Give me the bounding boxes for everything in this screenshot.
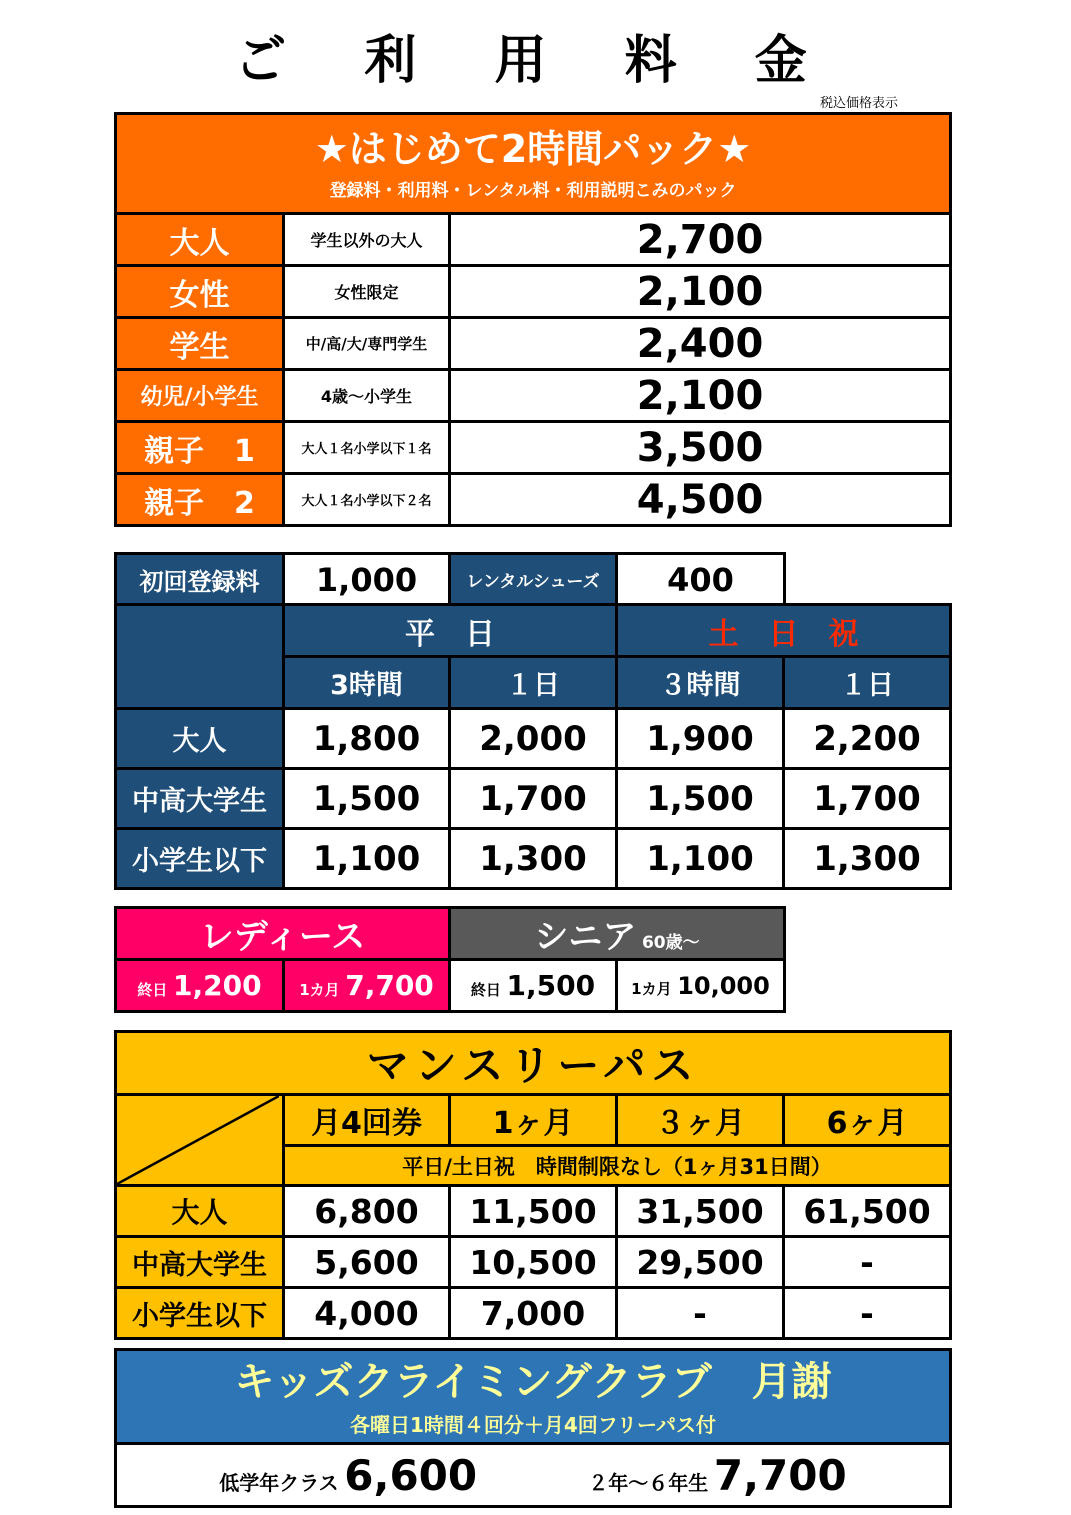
monthly-cell: - bbox=[784, 1288, 951, 1339]
usage-row-label: 中高大学生 bbox=[116, 769, 284, 829]
ladies-day-label: 終日 bbox=[137, 981, 168, 999]
usage-cell: 1,700 bbox=[784, 769, 951, 829]
ladies-heading: レディース bbox=[116, 908, 450, 960]
monthly-cell: 31,500 bbox=[617, 1186, 784, 1237]
high-grade-label: ２年～６年生 bbox=[588, 1470, 709, 1495]
pack-row-desc: 4歳～小学生 bbox=[284, 370, 450, 422]
monthly-cell: 7,000 bbox=[450, 1288, 617, 1339]
senior-day bbox=[450, 960, 617, 1012]
usage-corner bbox=[116, 605, 284, 709]
first-pack-table bbox=[114, 112, 952, 527]
kids-header bbox=[116, 1350, 951, 1444]
usage-cell: 1,800 bbox=[284, 709, 450, 769]
monthly-col-header: 6ヶ月 bbox=[784, 1095, 951, 1146]
monthly-heading: マンスリーパス bbox=[116, 1032, 951, 1095]
ladies-month bbox=[284, 960, 450, 1012]
senior-age: 60歳～ bbox=[641, 933, 700, 953]
registration-label: 初回登録料 bbox=[116, 554, 284, 606]
pack-row-label: 親子 1 bbox=[116, 422, 284, 474]
tax-note: 税込価格表示 bbox=[820, 96, 899, 111]
usage-table bbox=[114, 603, 952, 890]
pack-row-desc: 大人１名小学以下２名 bbox=[284, 474, 450, 526]
shoes-value: 400 bbox=[617, 554, 785, 606]
usage-cell: 1,300 bbox=[784, 829, 951, 889]
fees-table bbox=[114, 552, 786, 607]
pack-row-label: 幼児/小学生 bbox=[116, 370, 284, 422]
monthly-col-header: 1ヶ月 bbox=[450, 1095, 617, 1146]
senior-heading: シニア bbox=[534, 917, 637, 957]
pack-row-label: 大人 bbox=[116, 214, 284, 266]
monthly-cell: 10,500 bbox=[450, 1237, 617, 1288]
usage-cell: 1,100 bbox=[617, 829, 784, 889]
low-grade-value: 6,600 bbox=[344, 1450, 478, 1500]
senior-month-value: 10,000 bbox=[677, 971, 770, 1000]
usage-cell: 1,500 bbox=[617, 769, 784, 829]
monthly-cell: 4,000 bbox=[284, 1288, 450, 1339]
monthly-cell: 6,800 bbox=[284, 1186, 450, 1237]
pack-row-desc: 中/高/大/専門学生 bbox=[284, 318, 450, 370]
senior-header bbox=[450, 908, 785, 960]
first-pack-header bbox=[116, 114, 951, 214]
monthly-cell: 11,500 bbox=[450, 1186, 617, 1237]
usage-col-header: ３時間 bbox=[617, 657, 784, 709]
pack-row-price: 2,700 bbox=[450, 214, 951, 266]
monthly-col-header: 月4回券 bbox=[284, 1095, 450, 1146]
monthly-cell: 61,500 bbox=[784, 1186, 951, 1237]
usage-row-label: 大人 bbox=[116, 709, 284, 769]
senior-day-value: 1,500 bbox=[506, 969, 596, 1002]
monthly-row-label: 中高大学生 bbox=[116, 1237, 284, 1288]
pack-row-desc: 女性限定 bbox=[284, 266, 450, 318]
monthly-cell: 5,600 bbox=[284, 1237, 450, 1288]
senior-month bbox=[617, 960, 785, 1012]
ladies-senior-table bbox=[114, 906, 786, 1013]
monthly-cell: - bbox=[617, 1288, 784, 1339]
kids-heading: キッズクライミングクラブ 月謝 bbox=[234, 1358, 832, 1405]
monthly-cell: - bbox=[784, 1237, 951, 1288]
usage-cell: 1,300 bbox=[450, 829, 617, 889]
ladies-month-value: 7,700 bbox=[345, 969, 434, 1002]
senior-day-label: 終日 bbox=[470, 981, 501, 999]
monthly-col-header: ３ヶ月 bbox=[617, 1095, 784, 1146]
pack-row-label: 親子 2 bbox=[116, 474, 284, 526]
pack-row-price: 4,500 bbox=[450, 474, 951, 526]
monthly-pass-table bbox=[114, 1030, 952, 1340]
first-pack-subheading: 登録料・利用料・レンタル料・利用説明こみのパック bbox=[329, 180, 737, 201]
kids-subheading: 各曜日1時間４回分＋月4回フリーパス付 bbox=[349, 1412, 717, 1437]
usage-col-header: １日 bbox=[450, 657, 617, 709]
pack-row-price: 2,100 bbox=[450, 370, 951, 422]
kids-prices bbox=[116, 1444, 951, 1507]
usage-cell: 1,100 bbox=[284, 829, 450, 889]
pack-row-desc: 大人１名小学以下１名 bbox=[284, 422, 450, 474]
high-grade-value: 7,700 bbox=[713, 1450, 847, 1500]
first-pack-heading: ★はじめて2時間パック★ bbox=[314, 126, 752, 171]
usage-row-label: 小学生以下 bbox=[116, 829, 284, 889]
pack-row-price: 2,400 bbox=[450, 318, 951, 370]
weekday-header: 平 日 bbox=[284, 605, 617, 657]
ladies-day-value: 1,200 bbox=[173, 969, 262, 1002]
monthly-corner bbox=[116, 1095, 284, 1186]
diagonal-line bbox=[117, 1096, 279, 1184]
kids-club-table bbox=[114, 1348, 952, 1508]
monthly-note: 平日/土日祝 時間制限なし（1ヶ月31日間） bbox=[284, 1146, 951, 1186]
pack-row-price: 2,100 bbox=[450, 266, 951, 318]
usage-cell: 2,000 bbox=[450, 709, 617, 769]
usage-cell: 2,200 bbox=[784, 709, 951, 769]
pack-row-label: 学生 bbox=[116, 318, 284, 370]
usage-cell: 1,700 bbox=[450, 769, 617, 829]
monthly-row-label: 大人 bbox=[116, 1186, 284, 1237]
holiday-header: 土 日 祝 bbox=[617, 605, 951, 657]
registration-value: 1,000 bbox=[284, 554, 450, 606]
monthly-cell: 29,500 bbox=[617, 1237, 784, 1288]
pack-row-label: 女性 bbox=[116, 266, 284, 318]
usage-col-header: １日 bbox=[784, 657, 951, 709]
low-grade-label: 低学年クラス bbox=[219, 1470, 339, 1495]
pack-row-price: 3,500 bbox=[450, 422, 951, 474]
shoes-label: レンタルシューズ bbox=[450, 554, 617, 606]
usage-col-header: 3時間 bbox=[284, 657, 450, 709]
ladies-day bbox=[116, 960, 284, 1012]
usage-cell: 1,900 bbox=[617, 709, 784, 769]
senior-month-label: 1カ月 bbox=[631, 979, 672, 998]
pack-row-desc: 学生以外の大人 bbox=[284, 214, 450, 266]
ladies-month-label: 1カ月 bbox=[299, 981, 340, 999]
page-title: ご 利 用 料 金 bbox=[234, 31, 837, 91]
usage-cell: 1,500 bbox=[284, 769, 450, 829]
monthly-row-label: 小学生以下 bbox=[116, 1288, 284, 1339]
